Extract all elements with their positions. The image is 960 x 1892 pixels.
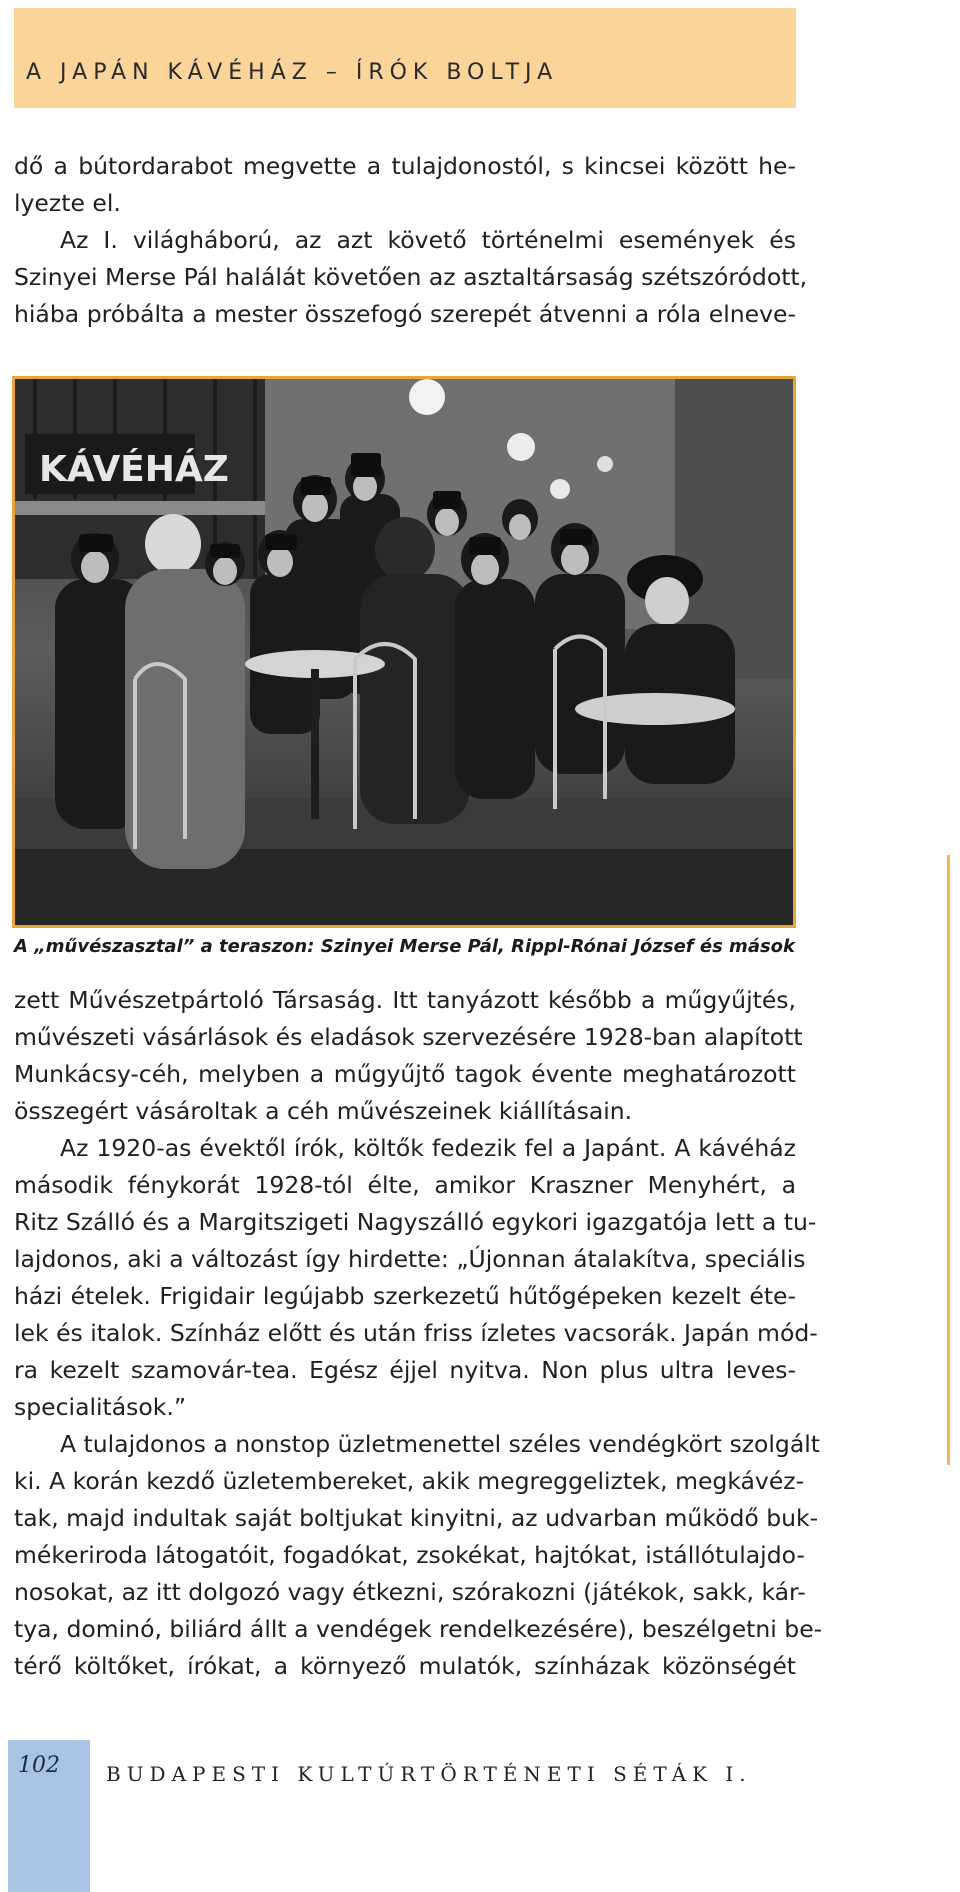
lamp-globe [550, 479, 570, 499]
lamp-globe [597, 456, 613, 472]
text-line: nosokat, az itt dolgozó vagy étkezni, szórakozni (játékok, sakk, kár- [14, 1578, 806, 1606]
text-line: művészeti vásárlások és eladások szervezésére 1928-ban alapított [14, 1023, 803, 1051]
lamp-globe [409, 379, 445, 415]
top-paragraph-block [14, 148, 808, 333]
text-line: lyezte el. [14, 189, 121, 217]
text-line: második fénykorát 1928-tól élte, amikor Kraszner Menyhért, a [14, 1171, 796, 1199]
text-line: összegért vásároltak a céh művészeinek kiállításain. [14, 1097, 633, 1125]
running-header-title: A JAPÁN KÁVÉHÁZ – ÍRÓK BOLTJA [26, 60, 559, 85]
text-line: ra kezelt szamovár-tea. Egész éjjel nyitva. Non plus ultra leves- [14, 1356, 796, 1384]
footer-book-title: BUDAPESTI KULTÚRTÖRTÉNETI SÉTÁK I. [106, 1762, 752, 1786]
text-line: A tulajdonos a nonstop üzletmenettel széles vendégkört szolgált [60, 1430, 820, 1458]
text-line: mékeriroda látogatóit, fogadókat, zsokékat, hajtókat, istállótulajdo- [14, 1541, 805, 1569]
margin-rule [947, 855, 950, 1465]
photo-caption: A „művészasztal” a teraszon: Szinyei Merse Pál, Rippl-Rónai József és mások [14, 936, 796, 957]
text-line: specialitások.” [14, 1393, 187, 1421]
text-line: Szinyei Merse Pál halálát követően az asztaltársaság szétszóródott, [14, 263, 808, 291]
text-line: lek és italok. Színház előtt és után friss ízletes vacsorák. Japán mód- [14, 1319, 818, 1347]
text-line: lajdonos, aki a változást így hirdette: „Újonnan átalakítva, speciális [14, 1245, 806, 1273]
text-line: Munkácsy-céh, melyben a műgyűjtő tagok évente meghatározott [14, 1060, 796, 1088]
text-line: tya, dominó, biliárd állt a vendégek rendelkezésére), beszélgetni be- [14, 1615, 823, 1643]
text-line: Az 1920-as évektől írók, költők fedezik fel a Japánt. A kávéház [60, 1134, 796, 1162]
bottom-paragraph-block [14, 982, 823, 1685]
text-line: ki. A korán kezdő üzletembereket, akik megreggeliztek, megkávéz- [14, 1467, 805, 1495]
running-header-band [14, 8, 796, 108]
cafe-table [575, 693, 735, 725]
text-line: zett Művészetpártoló Társaság. Itt tanyázott később a műgyűjtés, [14, 986, 796, 1014]
lamp-globe [507, 433, 535, 461]
historic-cafe-photo [12, 376, 796, 928]
text-line: dő a bútordarabot megvette a tulajdonostól, s kincsei között he- [14, 152, 796, 180]
text-line: Az I. világháború, az azt követő történelmi események és [60, 226, 796, 254]
text-line: házi ételek. Frigidair legújabb szerkezetű hűtőgépeken kezelt éte- [14, 1282, 796, 1310]
text-line: térő költőket, írókat, a környező mulatók, színházak közönségét [14, 1652, 796, 1680]
text-line: Ritz Szálló és a Margitszigeti Nagyszálló egykori igazgatója lett a tu- [14, 1208, 817, 1236]
cafe-terrace-photo-illustration [15, 379, 793, 925]
page-number: 102 [18, 1753, 60, 1778]
text-line: tak, majd indultak saját boltjukat kinyitni, az udvarban működő buk- [14, 1504, 819, 1532]
cafe-sign-text: KÁVÉHÁZ [39, 449, 229, 490]
text-line: hiába próbálta a mester összefogó szerepét átvenni a róla elneve- [14, 300, 796, 328]
